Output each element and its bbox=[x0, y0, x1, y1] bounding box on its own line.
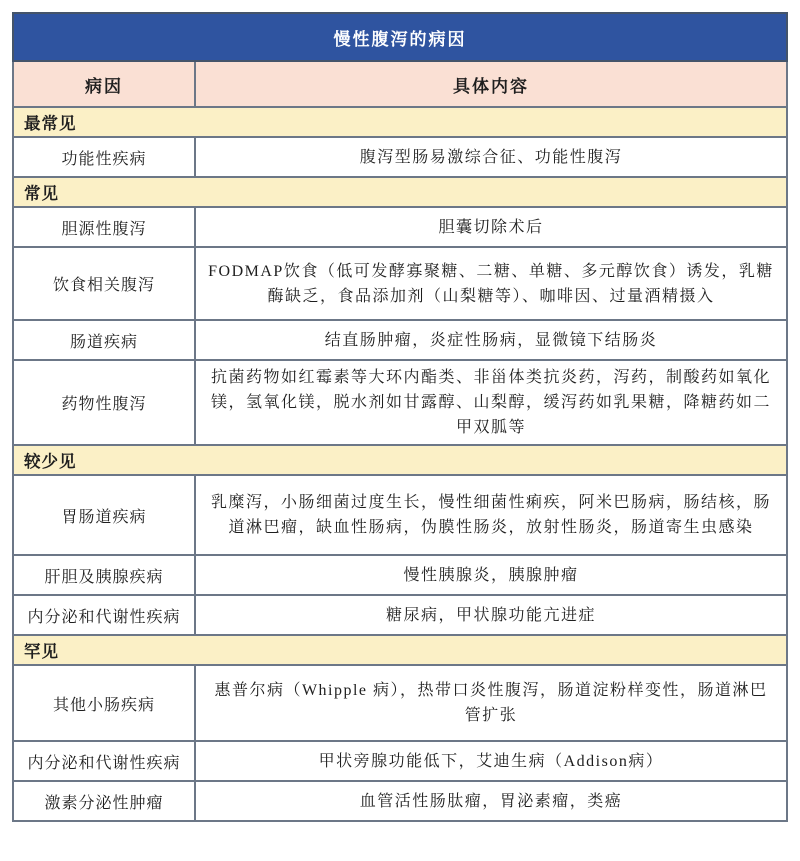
cause-cell: 饮食相关腹泻 bbox=[13, 247, 195, 320]
section-label-common: 常见 bbox=[13, 177, 787, 207]
cause-cell: 其他小肠疾病 bbox=[13, 665, 195, 741]
section-row bbox=[13, 635, 787, 665]
detail-cell: 乳糜泻，小肠细菌过度生长，慢性细菌性痢疾，阿米巴肠病，肠结核，肠道淋巴瘤，缺血性肠病，伪膜性肠炎，放射性肠炎，肠道寄生虫感染 bbox=[195, 475, 787, 555]
cause-cell: 肠道疾病 bbox=[13, 320, 195, 360]
cause-cell: 功能性疾病 bbox=[13, 137, 195, 177]
column-header-cause: 病因 bbox=[13, 61, 195, 107]
cause-cell: 胆源性腹泻 bbox=[13, 207, 195, 247]
table-row bbox=[13, 320, 787, 360]
table-row bbox=[13, 555, 787, 595]
table-row bbox=[13, 137, 787, 177]
table-row bbox=[13, 207, 787, 247]
table-row bbox=[13, 360, 787, 445]
table-row bbox=[13, 781, 787, 821]
detail-cell: 血管活性肠肽瘤，胃泌素瘤，类癌 bbox=[195, 781, 787, 821]
table-title: 慢性腹泻的病因 bbox=[13, 13, 787, 61]
cause-cell: 药物性腹泻 bbox=[13, 360, 195, 445]
section-label-most-common: 最常见 bbox=[13, 107, 787, 137]
table-row bbox=[13, 741, 787, 781]
cause-cell: 激素分泌性肿瘤 bbox=[13, 781, 195, 821]
section-label-rare: 罕见 bbox=[13, 635, 787, 665]
detail-cell: 惠普尔病（Whipple 病），热带口炎性腹泻，肠道淀粉样变性，肠道淋巴管扩张 bbox=[195, 665, 787, 741]
table-row bbox=[13, 247, 787, 320]
detail-cell: 糖尿病，甲状腺功能亢进症 bbox=[195, 595, 787, 635]
cause-cell: 肝胆及胰腺疾病 bbox=[13, 555, 195, 595]
section-label-less-common: 较少见 bbox=[13, 445, 787, 475]
title-row bbox=[13, 13, 787, 61]
chronic-diarrhea-etiology-table bbox=[12, 12, 788, 822]
detail-cell: 抗菌药物如红霉素等大环内酯类、非甾体类抗炎药，泻药，制酸药如氧化镁，氢氧化镁，脱水剂如甘露醇、山梨醇，缓泻药如乳果糖，降糖药如二甲双胍等 bbox=[195, 360, 787, 445]
detail-cell: 慢性胰腺炎，胰腺肿瘤 bbox=[195, 555, 787, 595]
section-row bbox=[13, 445, 787, 475]
cause-cell: 内分泌和代谢性疾病 bbox=[13, 595, 195, 635]
table-row bbox=[13, 475, 787, 555]
cause-cell: 胃肠道疾病 bbox=[13, 475, 195, 555]
section-row bbox=[13, 107, 787, 137]
detail-cell: 结直肠肿瘤，炎症性肠病，显微镜下结肠炎 bbox=[195, 320, 787, 360]
table-row bbox=[13, 595, 787, 635]
detail-cell: 胆囊切除术后 bbox=[195, 207, 787, 247]
table-row bbox=[13, 665, 787, 741]
detail-cell: 甲状旁腺功能低下，艾迪生病（Addison病） bbox=[195, 741, 787, 781]
header-row bbox=[13, 61, 787, 107]
column-header-detail: 具体内容 bbox=[195, 61, 787, 107]
detail-cell: FODMAP饮食（低可发酵寡聚糖、二糖、单糖、多元醇饮食）诱发，乳糖酶缺乏，食品添加剂（山梨糖等）、咖啡因、过量酒精摄入 bbox=[195, 247, 787, 320]
cause-cell: 内分泌和代谢性疾病 bbox=[13, 741, 195, 781]
detail-cell: 腹泻型肠易激综合征、功能性腹泻 bbox=[195, 137, 787, 177]
section-row bbox=[13, 177, 787, 207]
